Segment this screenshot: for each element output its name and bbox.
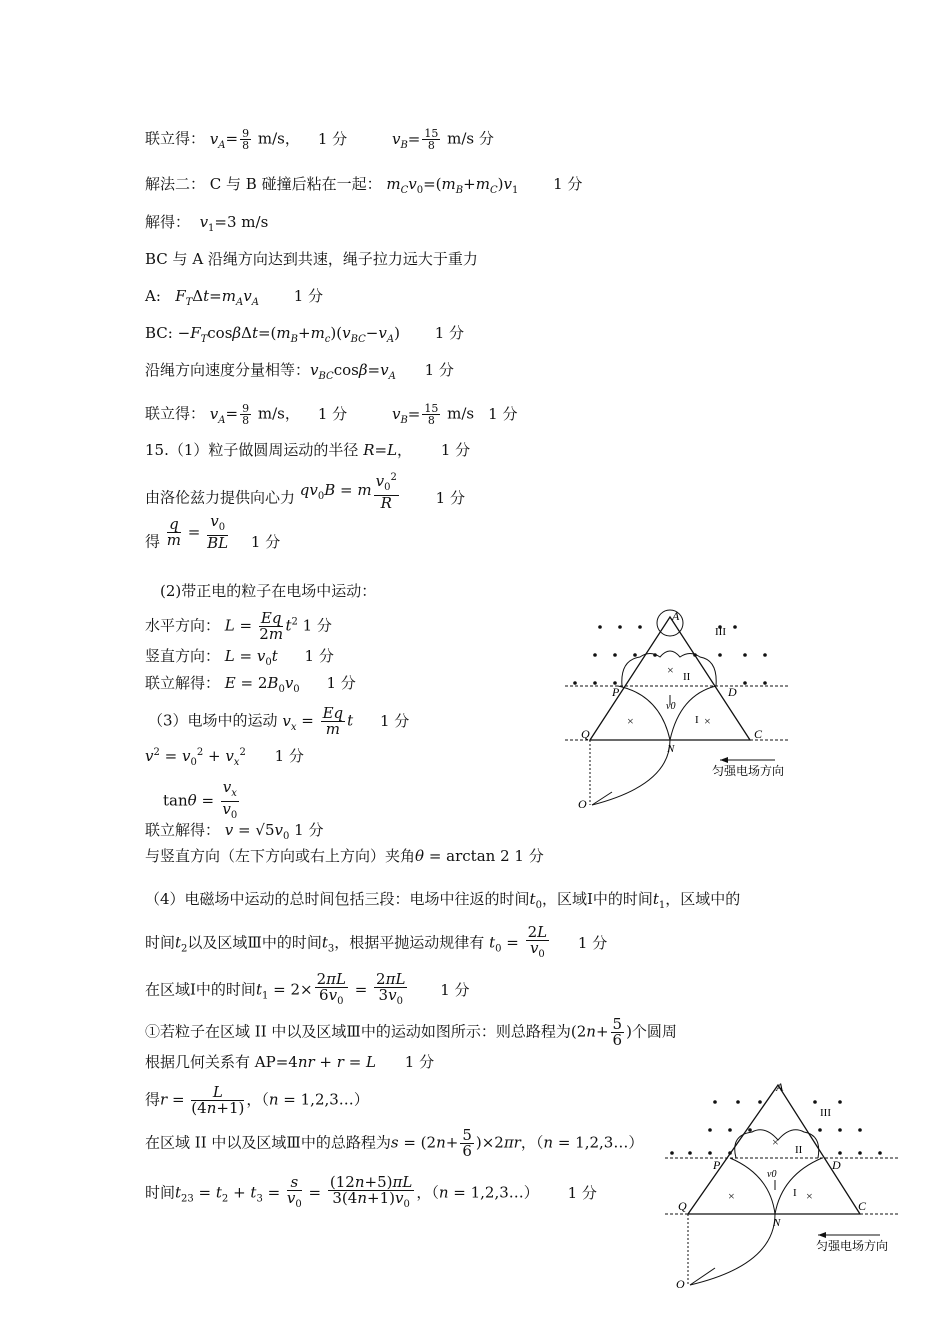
speed-result-line: 联立解得： $v = √5v_0$ 1 分 bbox=[145, 821, 324, 842]
q15-part1-line: 15.（1）粒子做圆周运动的半径 R=L， 1 分 bbox=[145, 441, 471, 459]
label-field-direction-2: 匀强电场方向 bbox=[816, 1239, 889, 1253]
result-line-1: 联立得： $v_A=$ $\frac{9}{8}$ m/s， 1 分 $v_B=$ $\frac{15}{8}$ m/s 分 bbox=[145, 127, 494, 152]
radius-line: 得r = $\frac{L}{(4n+1)}$ ，（n = 1,2,3…） bbox=[145, 1083, 369, 1117]
method-two-line: 解法二： C 与 B 碰撞后粘在一起： $m_Cv_0=(m_B+m_C)v_1$ 1 分 bbox=[145, 175, 583, 196]
label-region-2-2: II bbox=[795, 1144, 803, 1156]
svg-text:×: × bbox=[627, 714, 634, 728]
label-region-1-2: I bbox=[793, 1187, 797, 1199]
svg-text:×: × bbox=[728, 1189, 735, 1203]
time23-line: 时间$t_{23} = t_2 + t_3$ = $\frac{s}{v_0}$ = $\frac{(12n+5)\pi L}{3(4n+1)v_0}$ ，（n = 1,2,3…） 1 分 bbox=[145, 1173, 597, 1210]
lorentz-line: 由洛伦兹力提供向心力 $qv_0B = m$ $\frac{v_0^2}{R}$ 1 分 bbox=[145, 472, 465, 512]
angle-line: 与竖直方向（左下方向或右上方向）夹角θ = arctan 2 1 分 bbox=[145, 847, 544, 865]
region1-time-line: 在区域Ⅰ中的时间$t_1 = 2\times$ $\frac{2\pi L}{6v_0}$ = $\frac{2\pi L}{3v_0}$ 1 分 bbox=[145, 970, 470, 1007]
label-region-1: I bbox=[695, 714, 699, 726]
field-result-line: 联立解得： $E = 2B_0v_0$ 1 分 bbox=[145, 674, 356, 695]
label-o-2: O bbox=[676, 1277, 685, 1290]
label-d-2: D bbox=[832, 1158, 841, 1172]
label-a: A bbox=[672, 609, 680, 623]
label-region-3-2: III bbox=[820, 1107, 831, 1119]
figure-1 bbox=[560, 605, 800, 810]
field-diagram-2 bbox=[660, 1080, 905, 1290]
label-n: N bbox=[667, 743, 675, 755]
label-p-2: P bbox=[713, 1158, 721, 1172]
label-region-2: II bbox=[683, 671, 691, 683]
label-q: Q bbox=[581, 727, 590, 741]
svg-text:×: × bbox=[667, 663, 674, 677]
label-region-3: III bbox=[715, 626, 726, 638]
svg-text:×: × bbox=[806, 1189, 813, 1203]
geometry-line: 根据几何关系有 AP=4nr + r = L 1 分 bbox=[145, 1053, 435, 1071]
label-c: C bbox=[754, 727, 763, 741]
q15-part4-line: （4）电磁场中运动的总时间包括三段：电场中往返的时间$t_0$，区域Ⅰ中的时间$t_1$，区域中的 bbox=[145, 890, 741, 911]
label-field-direction: 匀强电场方向 bbox=[712, 764, 785, 778]
svg-text:×: × bbox=[704, 714, 711, 728]
rope-component-line: 沿绳方向速度分量相等：$v_{BC}\cos\beta=v_A$ 1 分 bbox=[145, 361, 454, 382]
label-p: P bbox=[612, 685, 620, 699]
q15-part3-line: （3）电场中的运动 $v_x$ = $\frac{Eq}{m}$ t 1 分 bbox=[148, 704, 410, 738]
figure-2 bbox=[660, 1080, 905, 1290]
result-line-2: 联立得： $v_A=$ $\frac{9}{8}$ m/s， 1 分 $v_B=$ $\frac{15}{8}$ m/s 1 分 bbox=[145, 402, 518, 427]
velocity-square-line: $v^2 = v_0^2 + v_x^2$ 1 分 bbox=[145, 747, 304, 768]
label-c-2: C bbox=[858, 1199, 867, 1213]
total-path-line: ①若粒子在区域 II 中以及区域Ⅲ中的运动如图所示：则总路程为(2n+ $\frac{5}{6}$ )个圆周 bbox=[145, 1015, 677, 1049]
label-o: O bbox=[578, 797, 587, 810]
label-a-2: A bbox=[776, 1080, 784, 1094]
impulse-a-line: A: $F_T\Delta t=m_Av_A$ 1 分 bbox=[145, 287, 324, 308]
tan-line: tanθ = $\frac{v_x}{v_0}$ bbox=[163, 778, 238, 821]
horizontal-line: 水平方向： L = $\frac{Eq}{2m}$ $t^2$ 1 分 bbox=[145, 609, 332, 643]
field-diagram-1 bbox=[560, 605, 800, 810]
path-length-line: 在区域 II 中以及区域Ⅲ中的总路程为s = (2n+ $\frac{5}{6}$ )×2πr，（n = 1,2,3…） bbox=[145, 1126, 644, 1160]
solve-v1-line: 解得： $v_1=3$ m/s bbox=[145, 213, 269, 234]
label-n-2: N bbox=[773, 1217, 781, 1229]
label-v0-2: v0 bbox=[767, 1169, 777, 1180]
q15-part2-line: (2)带正电的粒子在电场中运动： bbox=[160, 582, 377, 600]
label-v0: v0 bbox=[666, 701, 676, 712]
common-speed-line: BC 与 A 沿绳方向达到共速，绳子拉力远大于重力 bbox=[145, 250, 478, 268]
svg-text:×: × bbox=[772, 1135, 779, 1149]
time-components-line: 时间$t_2$以及区域Ⅲ中的时间$t_3$，根据平抛运动规律有 $t_0$ = $\frac{2L}{v_0}$ 1 分 bbox=[145, 923, 608, 960]
vertical-line: 竖直方向： $L = v_0t$ 1 分 bbox=[145, 647, 334, 668]
label-d: D bbox=[728, 685, 737, 699]
charge-ratio-line: 得 $\frac{q}{m}$ = $\frac{v_0}{BL}$ 1 分 bbox=[145, 512, 281, 552]
impulse-bc-line: BC: $-F_T\cos\beta\Delta t=(m_B+m_c)(v_{BC}-v_A)$ 1 分 bbox=[145, 324, 465, 345]
label-q-2: Q bbox=[678, 1199, 687, 1213]
